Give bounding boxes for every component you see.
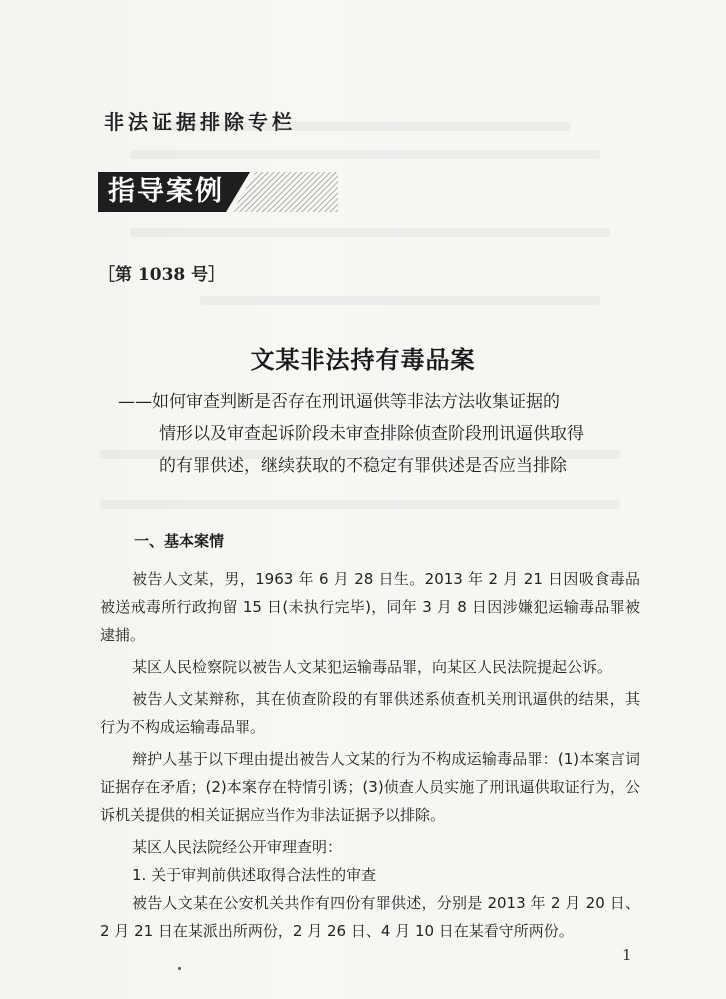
section-heading: 一、基本案情 bbox=[134, 532, 225, 550]
show-through bbox=[200, 296, 600, 305]
case-number: ［第 1038 号］ bbox=[98, 265, 226, 285]
subheading: 1. 关于审判前供述取得合法性的审查 bbox=[132, 866, 377, 884]
case-title: 文某非法持有毒品案 bbox=[250, 345, 476, 374]
banner-title: 指导案例 bbox=[108, 176, 224, 207]
guiding-case-banner bbox=[98, 172, 338, 212]
article-body bbox=[100, 565, 640, 949]
paragraph: 被告人文某辩称，其在侦查阶段的有罪供述系侦查机关刑讯逼供的结果，其行为不构成运输毒品罪。 bbox=[100, 690, 640, 736]
paragraph: 被告人文某在公安机关共作有四份有罪供述，分别是 2013 年 2 月 20 日、2 月 21 日在某派出所两份，2 月 26 日、4 月 10 日在某看守所两份。 bbox=[100, 894, 640, 940]
paragraph: 辩护人基于以下理由提出被告人文某的行为不构成运输毒品罪：(1)本案言词证据存在矛盾；(2)本案存在特情引诱；(3)侦查人员实施了刑讯逼供取证行为，公诉机关提供的相关证据应当作为非法证据予以排除。 bbox=[100, 750, 640, 824]
column-tag: 非法证据排除专栏 bbox=[104, 110, 296, 134]
show-through bbox=[130, 150, 600, 159]
subtitle-line: 情形以及审查起诉阶段未审查排除侦查阶段刑讯逼供取得 bbox=[159, 424, 584, 444]
paragraph: 某区人民检察院以被告人文某犯运输毒品罪，向某区人民法院提起公诉。 bbox=[132, 658, 613, 676]
subtitle-line: 的有罪供述，继续获取的不稳定有罪供述是否应当排除 bbox=[159, 456, 567, 476]
case-subtitle bbox=[118, 386, 638, 482]
show-through bbox=[130, 228, 610, 237]
paragraph: 某区人民法院经公开审理查明： bbox=[132, 838, 343, 856]
subtitle-line: ——如何审查判断是否存在刑讯逼供等非法方法收集证据的 bbox=[118, 392, 560, 412]
scan-speck bbox=[178, 967, 181, 970]
show-through bbox=[100, 500, 620, 509]
paragraph: 被告人文某，男，1963 年 6 月 28 日生。2013 年 2 月 21 日因吸食毒品被送戒毒所行政拘留 15 日(未执行完毕)，同年 3 月 8 日因涉嫌犯运输毒品罪被逮捕。 bbox=[100, 570, 640, 644]
page-number: 1 bbox=[622, 946, 632, 964]
